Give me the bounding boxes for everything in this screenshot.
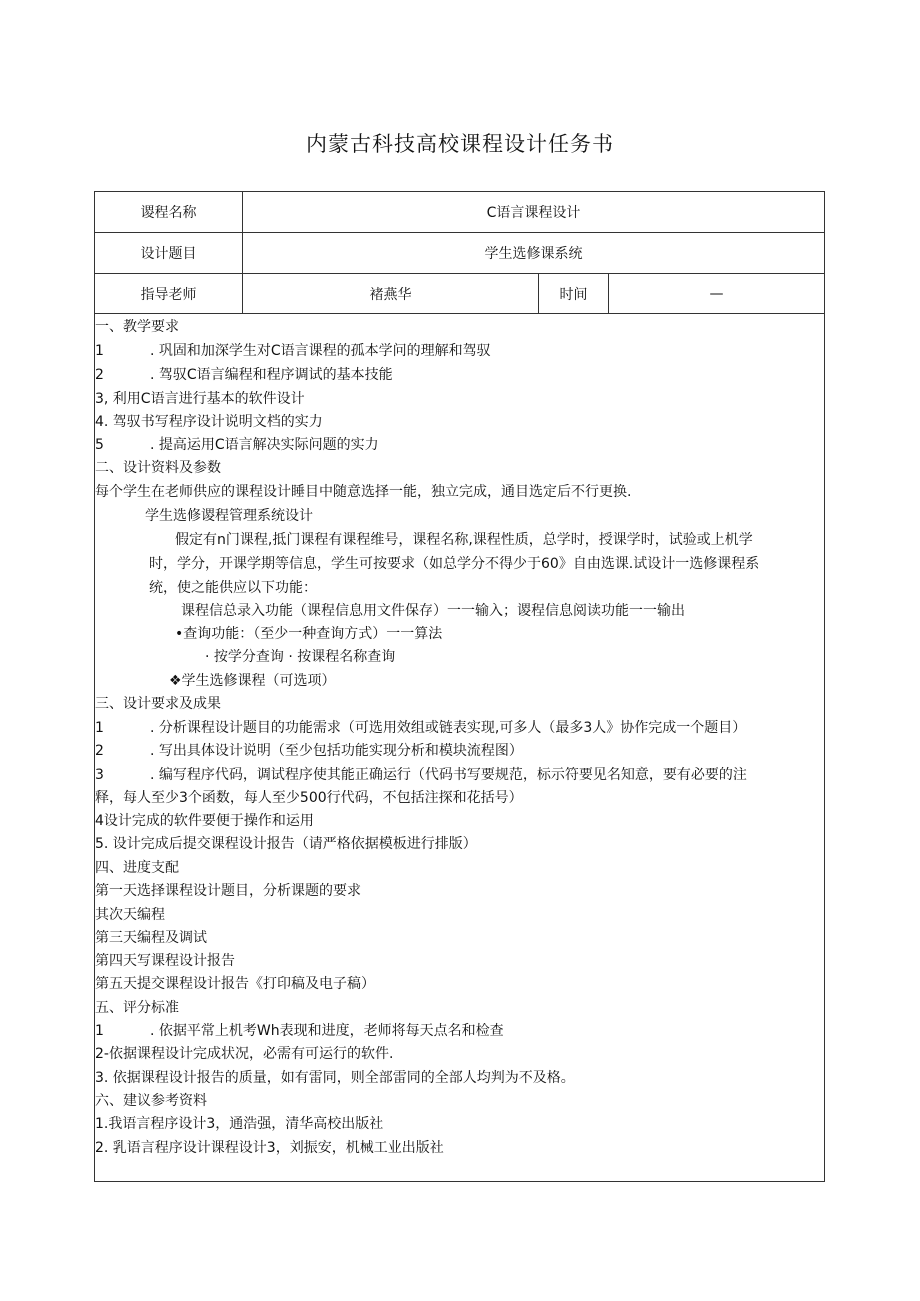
design-topic-row	[95, 233, 824, 274]
feature-item: 课程信总录入功能（课程信息用文件保存）一一输入；谡程信息阅读功能一一输出	[181, 603, 685, 619]
list-item: 4设计完成的软件要便于操作和运用	[95, 813, 314, 829]
list-item: 2-依据课程设计完成状况，必需有可运行的软件.	[95, 1046, 394, 1062]
teacher-row	[95, 274, 824, 314]
list-item: 5. 设计完成后提交课程设计报告（请严格依据模板进行排版）	[95, 836, 477, 852]
section-heading: 三、设计要求及成果	[95, 696, 221, 712]
schedule-item: 第三天编程及调试	[95, 930, 207, 946]
page-title: 内蒙古科技高校课程设计任务书	[306, 132, 614, 156]
design-topic-value: 学生选修课系统	[242, 233, 824, 273]
section-heading: 一、教学要求	[95, 319, 179, 335]
course-name-row	[95, 192, 824, 233]
course-name-value: C语言课程设计	[242, 192, 824, 232]
reference-item: 2. 乳语言程序设计课程设计3，刘振安，机械工业出版社	[95, 1140, 444, 1156]
teacher-label: 指导老师	[140, 286, 197, 303]
list-item: 4. 驾驭书写程序设计说明文档的实力	[95, 414, 323, 430]
time-label: 时间	[538, 274, 608, 313]
paragraph: 统，使之能供应以下功能：	[149, 580, 317, 596]
paragraph: 假定有n门课程,抵门课程有课程维号，课程名称,课程性质，总学时，授课学时，试验或上机学	[175, 532, 753, 548]
feature-item: · 按学分查询 · 按课程名称查询	[205, 649, 396, 665]
list-item: 释，每人至少3个函数，每人至少500行代码，不包括注探和花括号）	[95, 790, 523, 806]
course-name-label: 谡程名称	[140, 205, 197, 221]
list-item: 2 . 驾驭C语言编程和程序调试的基本技能	[95, 367, 393, 383]
paragraph: 时，学分，开课学期等信息，学生可按要求（如总学分不得少于60》自由选课.试设计一选修课程系	[149, 556, 760, 572]
section-heading: 五、评分标准	[95, 1000, 179, 1016]
time-value: —	[608, 274, 824, 313]
list-item: 5 . 提高运用C语言解决实际问题的实力	[95, 437, 379, 453]
schedule-item: 第五天提交课程设计报告《打印稿及电子稿）	[95, 976, 375, 992]
list-item: 2 . 写出具体设计说明（至少包括功能实现分析和模块流程图）	[95, 743, 523, 759]
design-topic-label: 设计题目	[140, 246, 197, 262]
teacher-value: 褚燕华	[242, 274, 538, 313]
section-heading: 二、设计资料及参数	[95, 460, 221, 476]
schedule-item: 其次天编程	[95, 907, 165, 923]
sub-heading: 学生选修谡程管理系统设计	[145, 508, 313, 524]
feature-item: •查询功能：（至少一种查询方式）一一算法	[175, 626, 443, 642]
list-item: 3. 依据课程设计报告的质量，如有雷同，则全部雷同的全部人均判为不及格。	[95, 1070, 575, 1086]
section-heading: 六、建议参考资料	[95, 1093, 207, 1109]
task-sheet	[94, 191, 825, 1182]
reference-item: 1.我语言程序设计3，通浩强，清华高校出版社	[95, 1116, 384, 1132]
feature-item: ❖学生选修课程（可选项）	[169, 673, 336, 689]
section-heading: 四、进度支配	[95, 860, 179, 876]
list-item: 3, 利用C语言进行基本的软件设计	[95, 391, 305, 407]
list-item: 3 . 编写程序代码，调试程序使其能正确运行（代码书写要规范，标示符要见名知意，要有必要的注	[95, 767, 747, 783]
schedule-item: 第一天选择课程设计题目，分析课题的要求	[95, 883, 361, 899]
schedule-item: 第四天写课程设计报告	[95, 953, 235, 969]
list-item: 1 . 依据平常上机考Wh表现和进度，老师将每天点名和检查	[95, 1023, 504, 1039]
list-item: 1 . 巩固和加深学生对C语言课程的孤本学问的理解和驾驭	[95, 343, 491, 359]
paragraph: 每个学生在老师供应的课程设计睡目中随意选择一能，独立完成，通目选定后不行更换.	[95, 484, 632, 500]
list-item: 1 . 分析课程设计题目的功能需求（可选用效组或链表实现,可多人（最多3人》协作完成一个题目）	[95, 720, 747, 736]
